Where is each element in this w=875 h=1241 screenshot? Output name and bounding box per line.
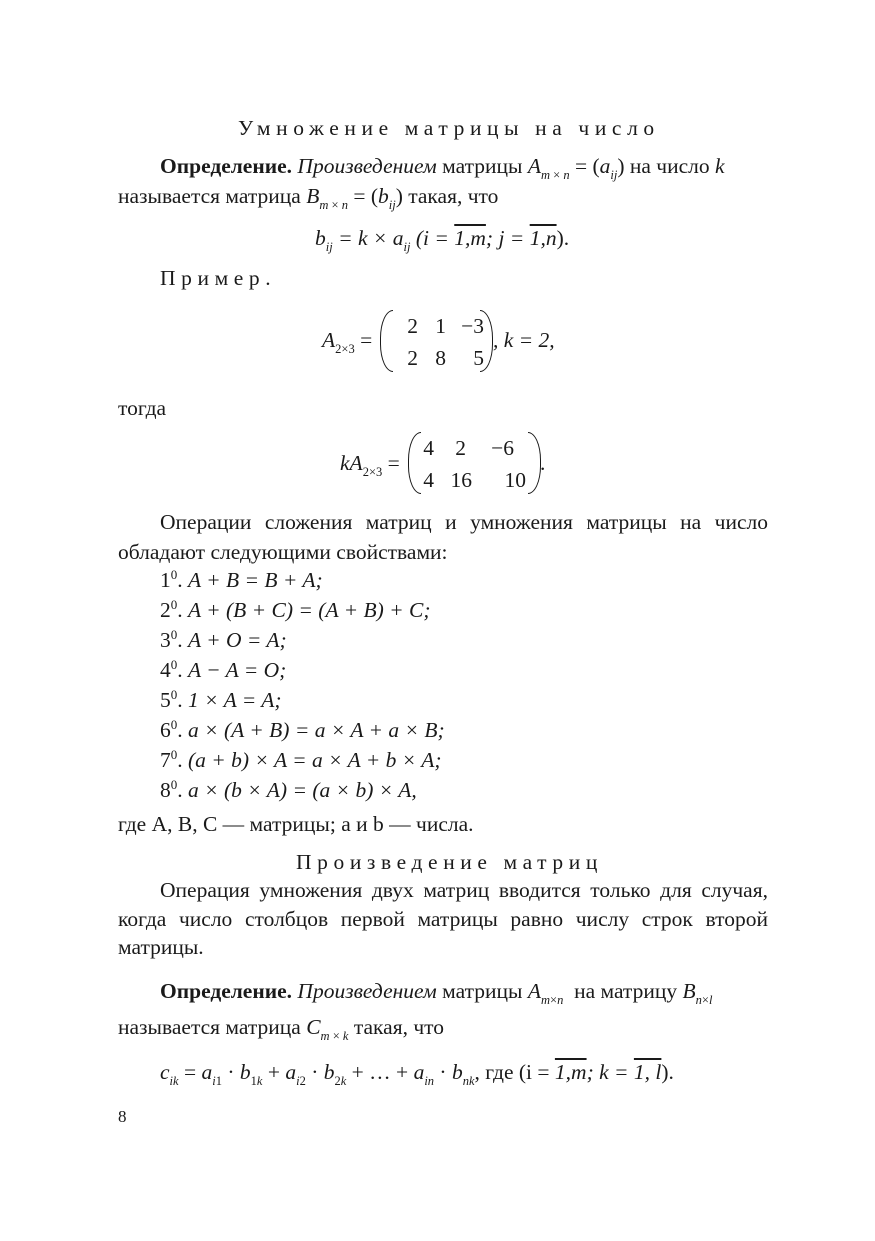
property-item: $6^0$. a × (A + B) = a × A + a × B; (160, 717, 445, 742)
text: такая, что (353, 1015, 445, 1039)
definition2-line-2: называется матрица $C_{m \times k}$ такая, что (118, 1015, 445, 1043)
definition-line-2: называется матрица $B_{m \times n} = (b_{ij})$ такая, что (118, 184, 499, 212)
text: ) на число (617, 154, 710, 178)
matrix-kA-cell: −6 (491, 436, 514, 460)
section-title-scalar-multiplication: Умножение матрицы на число (238, 116, 660, 140)
matrix-A-cell: 1 (435, 314, 446, 338)
k-value: , k = 2, (493, 328, 555, 352)
property-number: 5 (160, 688, 171, 712)
text: на матрицу (574, 979, 678, 1003)
formula-cik: $c_{ik} = a_{i1} \cdot b_{1k} + a_{i2} \cdot b_{2k}$ + … + $a_{in} \cdot b_{nk}$, где (i = 1,m; k = 1, l). (160, 1060, 674, 1088)
properties-intro-2: обладают следующими свойствами: (118, 540, 448, 564)
property-item: $8^0$. a × (b × A) = (a × b) × A, (160, 777, 417, 802)
matrix-A-cell: −3 (461, 314, 484, 338)
property-text: A − A = O; (188, 658, 287, 682)
degree-sup: 0 (170, 567, 178, 582)
property-item: $4^0$. A − A = O; (160, 657, 287, 682)
matrix-A-cell: 2 (407, 346, 418, 370)
degree-sup: 0 (170, 657, 178, 672)
text: матрицы (442, 154, 523, 178)
range-m: 1,m (454, 226, 486, 250)
property-number: 4 (160, 658, 171, 682)
property-item: $3^0$. A + O = A; (160, 627, 287, 652)
text: = k × a (338, 226, 404, 250)
text: = ( (353, 184, 378, 208)
matrix-A-cell: 5 (473, 346, 484, 370)
text: = ( (574, 154, 600, 178)
matrix-kA-name: $kA_{2\times 3}$ = (340, 451, 400, 479)
property-text: A + O = A; (188, 628, 287, 652)
degree-sup: 0 (170, 777, 178, 792)
matrix-kA-cell: 2 (455, 436, 466, 460)
example-label: Пример. (160, 266, 277, 290)
section2-paragraph-2: когда число столбцов первой матрицы равно числу строк второй (118, 907, 768, 931)
text: называется матрица (118, 184, 301, 208)
definition-label: Определение. (160, 154, 293, 178)
property-text: A + (B + C) = (A + B) + C; (188, 598, 431, 622)
text: ; j = (485, 226, 530, 250)
degree-sup: 0 (170, 597, 178, 612)
text: ). (556, 226, 570, 250)
text: , где (i = (474, 1060, 555, 1084)
property-text: (a + b) × A = a × A + b × A; (188, 748, 442, 772)
definition-label: Определение. (160, 979, 293, 1003)
property-item: $2^0$. A + (B + C) = (A + B) + C; (160, 597, 431, 622)
k-symbol: k (715, 154, 725, 178)
matrix-A-name: $A_{2\times 3}$ = (322, 328, 373, 356)
range-n: 1,n (529, 226, 557, 250)
property-text: a × (b × A) = (a × b) × A, (188, 778, 417, 802)
property-number: 2 (160, 598, 171, 622)
properties-where: где A, B, C — матрицы; a и b — числа. (118, 812, 474, 836)
text: ). (661, 1060, 674, 1084)
property-item: $1^0$. A + B = B + A; (160, 567, 323, 592)
definition2-line-1: Определение. Произведением матрицы $A_{m\times n}$ на матрицу $B_{n\times l}$ (160, 979, 713, 1007)
definition-line-1: Определение. Произведением матрицы $A_{m \times n} = (a_{ij})$ на число k (160, 154, 725, 182)
property-item: $5^0$. 1 × A = A; (160, 687, 282, 712)
matrix-kA-cell: 10 (504, 468, 526, 492)
property-item: $7^0$. (a + b) × A = a × A + b × A; (160, 747, 442, 772)
properties-intro-1: Операции сложения матриц и умножения матрицы на число (160, 510, 768, 534)
text: ) такая, что (395, 184, 499, 208)
property-text: 1 × A = A; (188, 688, 282, 712)
matrix-A (380, 310, 496, 372)
then-word: тогда (118, 396, 167, 420)
property-number: 6 (160, 718, 171, 742)
degree-sup: 0 (170, 717, 178, 732)
matrix-kA-cell: 16 (450, 468, 472, 492)
section2-paragraph-3: матрицы. (118, 935, 204, 959)
definition-term: Произведением (297, 154, 437, 178)
property-number: 8 (160, 778, 171, 802)
text: матрицы (442, 979, 523, 1003)
property-text: A + B = B + A; (188, 568, 323, 592)
matrix-A-cell: 8 (435, 346, 446, 370)
section-title-matrix-product: Произведение матриц (296, 850, 603, 874)
matrix-kA-cell: 4 (423, 468, 434, 492)
text: (i = (415, 226, 455, 250)
matrix-kA (408, 432, 544, 494)
definition-term: Произведением (297, 979, 437, 1003)
section2-paragraph-1: Операция умножения двух матриц вводится только для случая, (160, 878, 768, 902)
property-number: 3 (160, 628, 171, 652)
degree-sup: 0 (170, 627, 178, 642)
range-m: 1,m (554, 1060, 587, 1084)
text: называется матрица (118, 1015, 301, 1039)
page-number: 8 (118, 1107, 127, 1126)
degree-sup: 0 (170, 687, 178, 702)
degree-sup: 0 (170, 747, 178, 762)
formula-bij: $b_{ij} = k \times a_{ij}$ (i = 1,m; j = 1,n). (315, 226, 570, 254)
matrix-A-cell: 2 (407, 314, 418, 338)
range-l: 1, l (633, 1060, 662, 1084)
matrix-kA-cell: 4 (423, 436, 434, 460)
property-number: 1 (160, 568, 171, 592)
text: ; k = (586, 1060, 634, 1084)
property-number: 7 (160, 748, 171, 772)
property-text: a × (A + B) = a × A + a × B; (188, 718, 445, 742)
matrix-kA-dot: . (540, 451, 546, 475)
